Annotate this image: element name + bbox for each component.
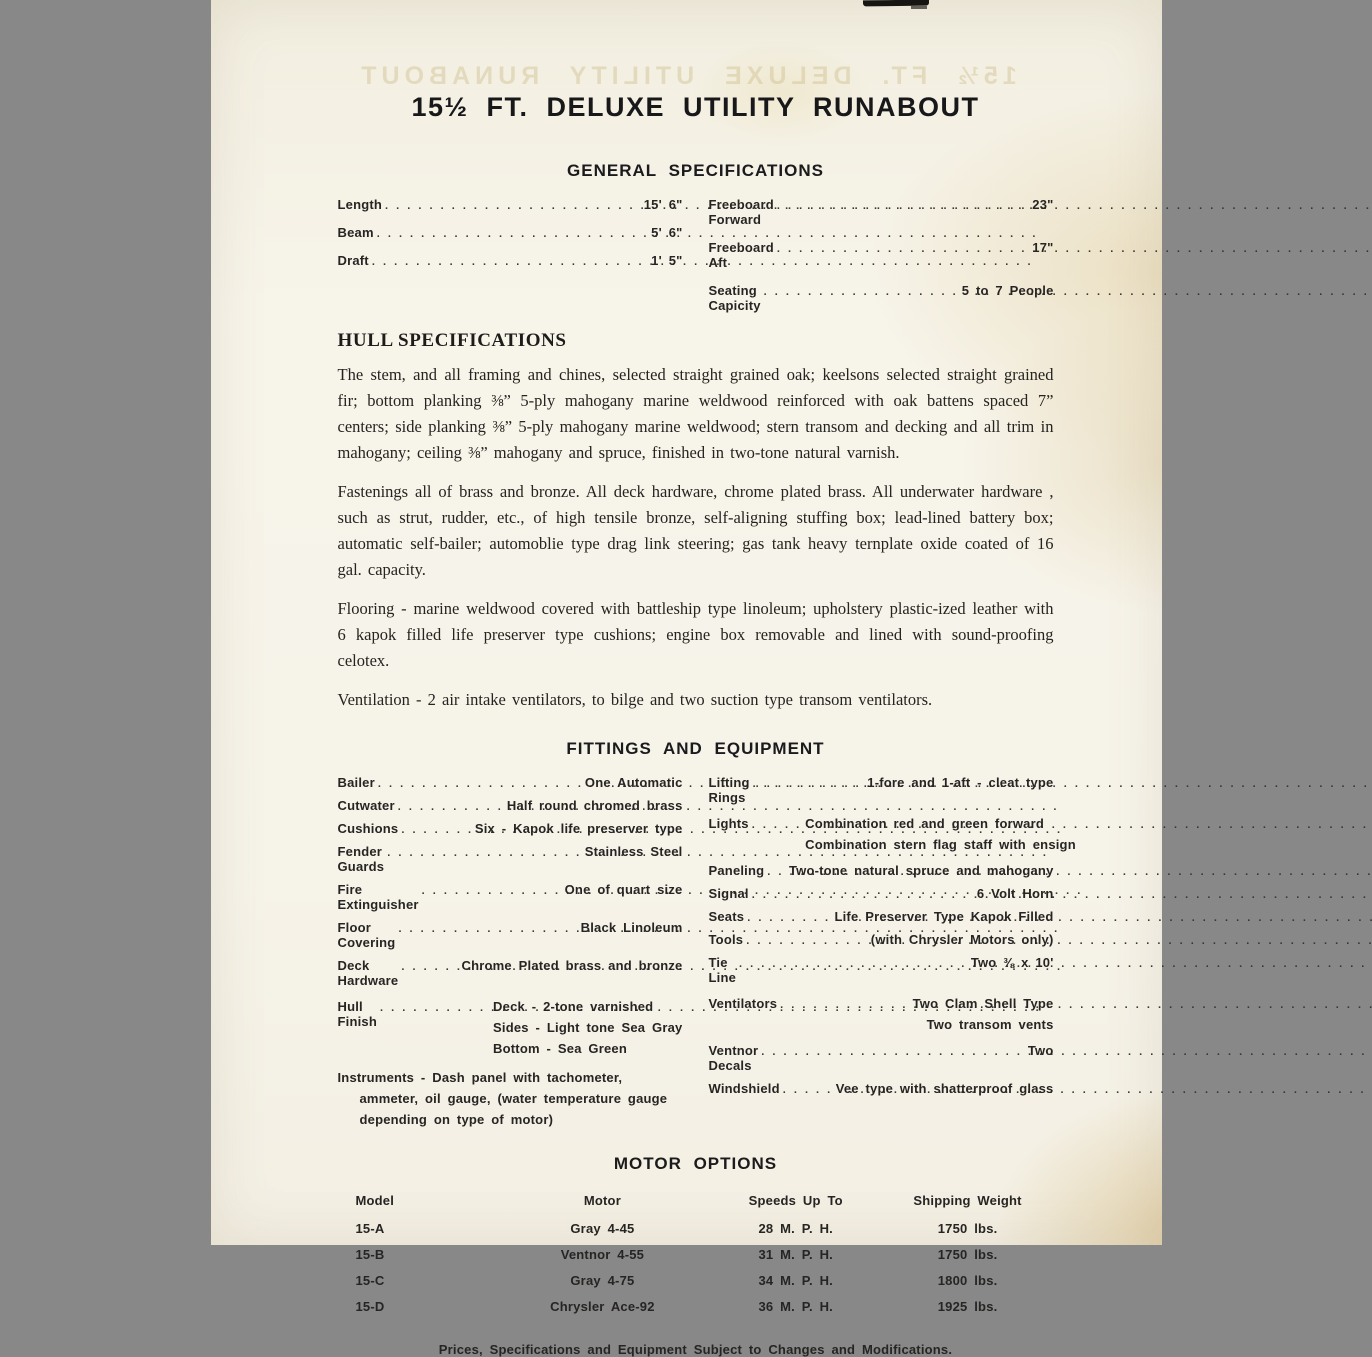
fitting-row-ventilators: Ventilators . . . Two Clam Shell Type Two transom vents — [709, 993, 1054, 1035]
fittings-equipment-section — [337, 739, 1076, 1130]
hull-specifications-section — [338, 330, 1054, 713]
spec-row-beam: Beam . . . 5' 6" — [338, 225, 683, 240]
scan-artifact-mark-small — [911, 6, 927, 9]
dot-leader — [780, 996, 909, 1011]
lights-values: Combination red and green forward Combination stern flag staff with ensign — [805, 816, 1076, 852]
motor-options-section — [338, 1154, 1054, 1322]
fitting-row-instruments: Instruments - Dash panel with tachometer, ammeter, oil gauge, (water temperature gauge depending on type of motor) — [337, 1070, 668, 1127]
general-specs-left-column — [338, 197, 683, 326]
dot-leader — [739, 955, 968, 970]
fitting-row-paneling: Paneling . . . Two-tone natural spruce and mahogany — [709, 863, 1054, 878]
dot-leader — [777, 240, 1029, 255]
dot-leader — [764, 283, 959, 298]
fitting-row-lights: Lights . . . Combination red and green forward Combination stern flag staff with ensign — [709, 813, 1054, 855]
dot-leader — [753, 775, 865, 790]
cell-motor: Chrysler Ace-92 — [550, 1299, 655, 1314]
fitting-row-cushions: Cushions . . . Six - Kapok life preserver type — [338, 821, 683, 836]
general-specs-right-column — [709, 197, 1054, 326]
spec-row-length: Length . . . 15' 6" — [338, 197, 683, 212]
hull-finish-values: Deck - 2-tone varnished Sides - Light tone Sea Gray Bottom - Sea Green — [493, 999, 683, 1056]
fitting-row-signal: Signal . . . 6 Volt Horn — [709, 886, 1054, 901]
column-header-model: Model — [355, 1193, 395, 1208]
cell-speed: 34 M. P. H. — [758, 1273, 833, 1288]
cell-model: 15-D — [355, 1299, 385, 1314]
disclaimer-text: Prices, Specifications and Equipment Subject to Changes and Modifications. — [438, 1342, 953, 1357]
dot-leader — [387, 844, 582, 859]
dot-leader — [401, 821, 472, 836]
fittings-right-column — [708, 775, 1076, 1130]
cell-model: 15-C — [355, 1273, 385, 1288]
cell-model: 15-B — [355, 1247, 385, 1262]
spec-row-freeboard-aft: Freeboard Aft . . . 17" — [709, 240, 1054, 270]
fitting-row-windshield: Windshield . . . Vee type with shatterproof glass — [709, 1081, 1054, 1096]
dot-leader — [372, 253, 648, 268]
dot-leader — [761, 1043, 1025, 1058]
cell-speed: 36 M. P. H. — [758, 1299, 833, 1314]
fitting-row-cutwater: Cutwater . . . Half round chromed brass — [338, 798, 683, 813]
fitting-row-fender-guards: Fender Guards . . . Stainless Steel — [338, 844, 683, 874]
fittings-equipment-heading: FITTINGS AND EQUIPMENT — [566, 739, 825, 758]
cell-speed: 28 M. P. H. — [758, 1221, 833, 1236]
cell-weight: 1750 lbs. — [937, 1247, 998, 1262]
cell-weight: 1800 lbs. — [937, 1273, 998, 1288]
hull-paragraph-ventilation: Ventilation - 2 air intake ventilators, to bilge and two suction type transom ventilators. — [337, 690, 933, 709]
cell-motor: Gray 4-75 — [570, 1273, 635, 1288]
hull-paragraph-fastenings: Fastenings all of brass and bronze. All deck hardware, chrome plated brass. All underwater hardware , such as strut, rudder, etc., of high tensile bronze, self-aligning stuffing box; lead-lined battery box; automatic self-bailer; automoblie type drag link steering; gas tank heavy ternplate oxide coated of 16 gal. capacity. — [337, 482, 1054, 579]
page-title: 15½ FT. DELUXE UTILITY RUNABOUT — [411, 92, 980, 122]
fittings-left-column — [338, 775, 683, 1130]
fitting-row-seats: Seats . . . Life Preserver Type Kapok Filled — [709, 909, 1054, 924]
fitting-row-floor-covering: Floor Covering . . . Black Linoleum — [338, 920, 683, 950]
dot-leader — [777, 197, 1029, 212]
table-row — [338, 1270, 1054, 1296]
dot-leader — [767, 863, 786, 878]
dot-leader — [398, 920, 577, 935]
dot-leader — [752, 886, 974, 901]
fitting-row-lifting-rings: Lifting Rings . . . 1-fore and 1-aft - cleat type — [709, 775, 1054, 805]
column-header-shipping-weight: Shipping Weight — [913, 1193, 1022, 1208]
cell-weight: 1750 lbs. — [937, 1221, 998, 1236]
spec-row-draft: Draft . . . 1' 5" — [338, 253, 683, 268]
table-row — [338, 1296, 1054, 1322]
dot-leader — [377, 225, 648, 240]
spec-row-freeboard-forward: Freeboard Forward . . . 23" — [709, 197, 1054, 227]
dot-leader — [746, 932, 868, 947]
fitting-row-fire-extinguisher: Fire Extinguisher . . . One of quart size — [338, 882, 683, 912]
spec-row-seating-capacity: Seating Capicity . . . 5 to 7 People — [709, 283, 1054, 313]
fitting-row-ventnor-decals: Ventnor Decals . . . Two — [709, 1043, 1054, 1073]
column-header-motor: Motor — [583, 1193, 621, 1208]
dot-leader — [398, 798, 504, 813]
scanned-spec-sheet — [211, 0, 1162, 1357]
table-row — [338, 1218, 1054, 1244]
general-specifications-section — [338, 161, 1054, 326]
motor-options-table — [338, 1190, 1054, 1322]
general-specifications-heading: GENERAL SPECIFICATIONS — [567, 161, 824, 180]
dot-leader — [378, 775, 582, 790]
hull-paragraph-construction: The stem, and all framing and chines, selected straight grained oak; keelsons selected straight grained fir; bottom planking ⅜” 5-ply mahogany marine weldwood reinforced with oak battens spaced 7” centers; side planking ⅜” 5-ply mahogany marine weldwood; stern transom and decking and all trim in mahogany; ceiling ⅜” mahogany and spruce, finished in two-tone natural varnish. — [337, 365, 1054, 462]
bleed-through-ghost-title: 15½ FT. DELUXE UTILITY RUNABOUT — [355, 62, 1017, 90]
table-header-row — [338, 1190, 1054, 1218]
ventilators-values: Two Clam Shell Type Two transom vents — [912, 996, 1054, 1032]
cell-model: 15-A — [355, 1221, 385, 1236]
cell-speed: 31 M. P. H. — [758, 1247, 833, 1262]
dot-leader — [385, 197, 641, 212]
cell-motor: Ventnor 4-55 — [560, 1247, 645, 1262]
hull-paragraph-flooring: Flooring - marine weldwood covered with battleship type linoleum; upholstery plastic-ized leather with 6 kapok filled life preserver type cushions; engine box removable and lined with sound-proofing celotex. — [337, 599, 1054, 670]
dot-leader — [380, 999, 490, 1014]
fitting-row-deck-hardware: Deck Hardware . . . Chrome Plated brass and bronze — [338, 958, 683, 988]
fitting-row-tie-line: Tie Line . . . Two ⅜ x 10' — [709, 955, 1054, 985]
column-header-speeds: Speeds Up To — [748, 1193, 843, 1208]
cell-motor: Gray 4-45 — [570, 1221, 635, 1236]
fitting-row-hull-finish: Hull Finish . . . Deck - 2-tone varnished Sides - Light tone Sea Gray Bottom - Sea Green — [338, 996, 683, 1059]
table-row — [338, 1244, 1054, 1270]
hull-specifications-heading: HULL SPECIFICATIONS — [337, 330, 567, 351]
dot-leader — [752, 816, 802, 831]
cell-weight: 1925 lbs. — [937, 1299, 998, 1314]
dot-leader — [783, 1081, 833, 1096]
dot-leader — [422, 882, 562, 897]
fitting-row-tools: Tools . . . (with Chrysler Motors only) — [709, 932, 1054, 947]
dot-leader — [401, 958, 458, 973]
motor-options-heading: MOTOR OPTIONS — [613, 1154, 778, 1173]
dot-leader — [747, 909, 831, 924]
fitting-row-bailer: Bailer . . . One Automatic — [338, 775, 683, 790]
